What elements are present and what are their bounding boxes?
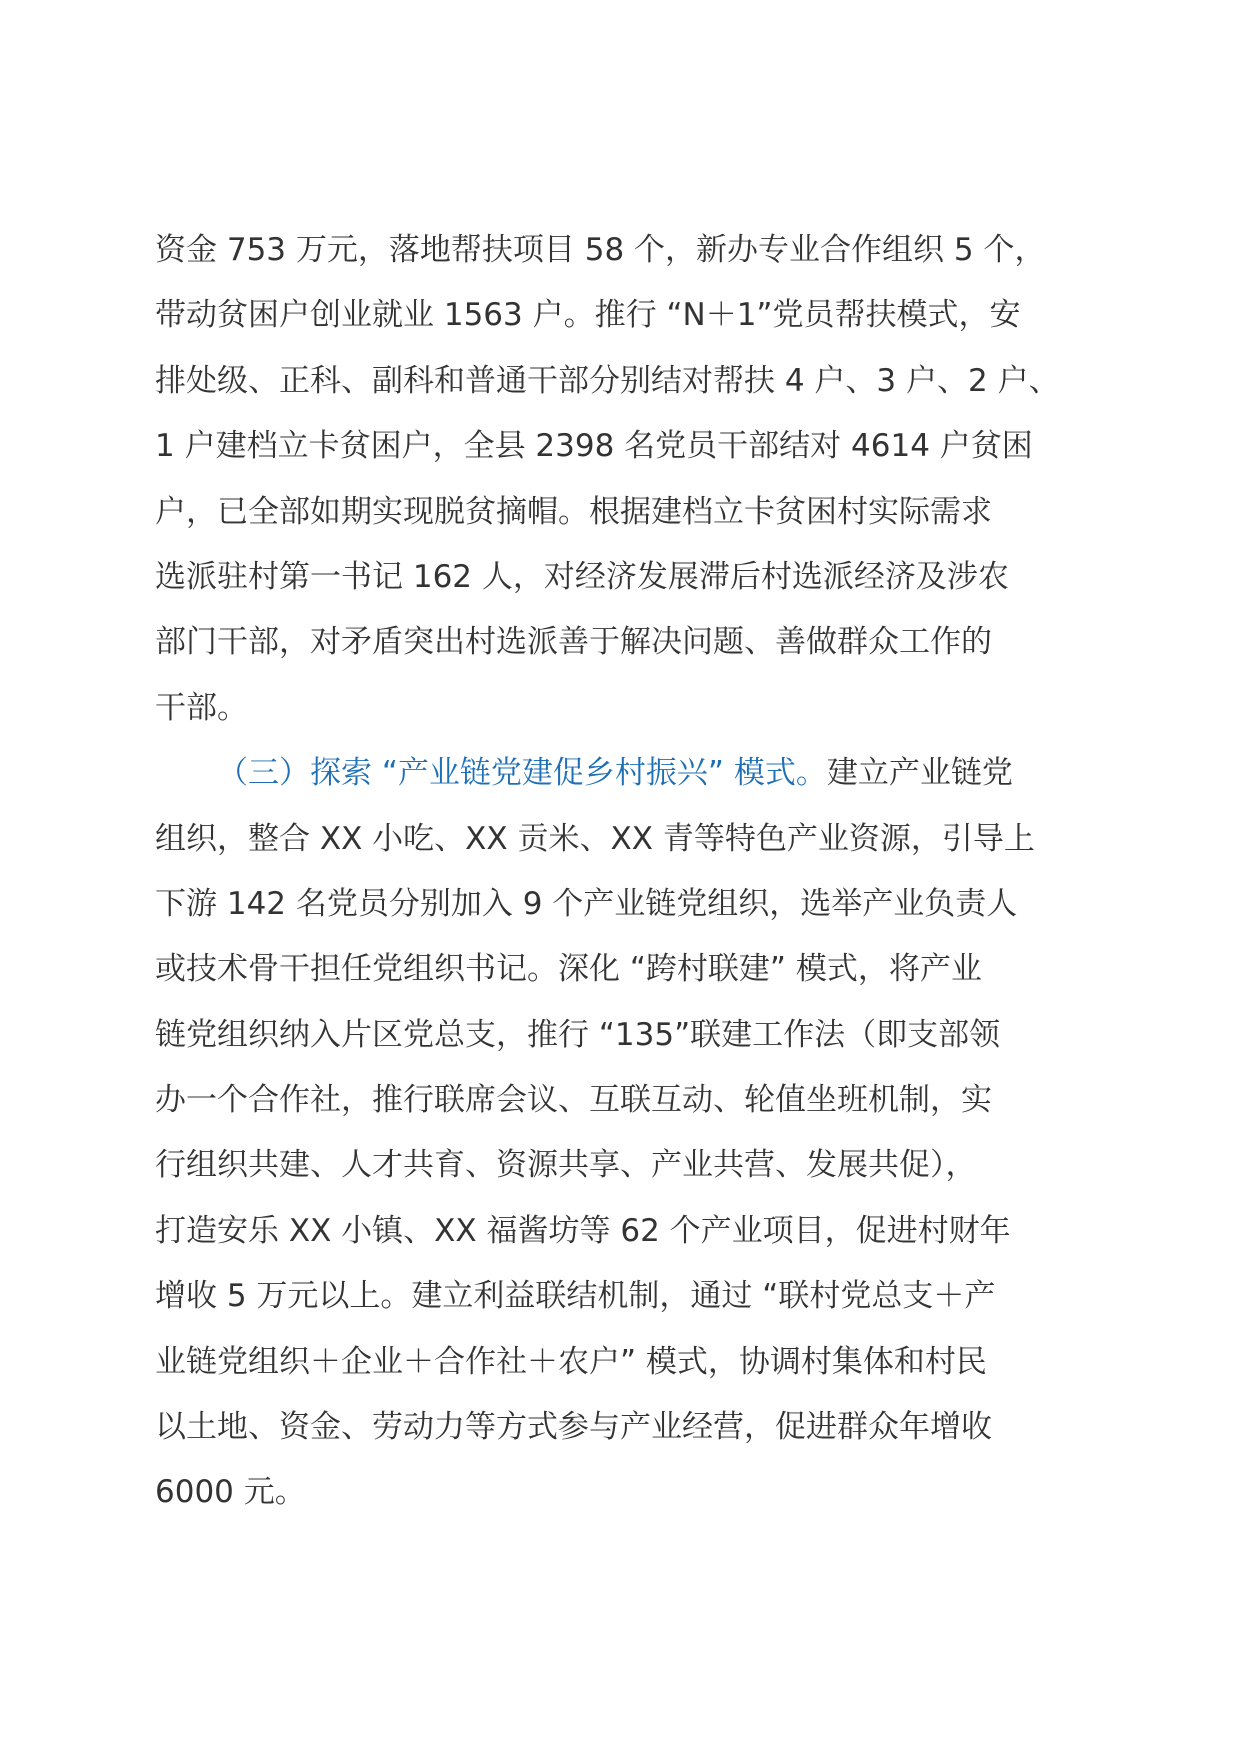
text-line: 6000 元。 <box>155 1474 306 1511</box>
text-line-rest: 建立产业链党 <box>826 755 1013 792</box>
text-line: 排处级、正科、副科和普通干部分别结对帮扶 4 户、3 户、2 户、 <box>155 362 1060 399</box>
text-line: 干部。 <box>155 689 248 726</box>
text-line: 以土地、资金、劳动力等方式参与产业经营，促进群众年增收 <box>155 1409 992 1446</box>
text-line: 1 户建档立卡贫困户，全县 2398 名党员干部结对 4614 户贫困 <box>155 428 1033 465</box>
paragraph-funding-and-assistance <box>155 218 1095 741</box>
text-line: 或技术骨干担任党组织书记。深化 “跨村联建” 模式，将产业 <box>155 951 982 988</box>
text-line: 带动贫困户创业就业 1563 户。推行 “N＋1”党员帮扶模式，安 <box>155 297 1021 334</box>
text-line: 打造安乐 XX 小镇、XX 福酱坊等 62 个产业项目，促进村财年 <box>155 1212 1011 1249</box>
text-line: 组织，整合 XX 小吃、XX 贡米、XX 青等特色产业资源，引导上 <box>155 820 1035 857</box>
text-line: 办一个合作社，推行联席会议、互联互动、轮值坐班机制，实 <box>155 1082 992 1119</box>
text-line: 部门干部，对矛盾突出村选派善于解决问题、善做群众工作的 <box>155 624 992 661</box>
section-heading: （三）探索 “产业链党建促乡村振兴” 模式。 <box>217 755 827 792</box>
text-line: 行组织共建、人才共育、资源共享、产业共营、发展共促）， <box>155 1147 977 1184</box>
text-line: 链党组织纳入片区党总支，推行 “135”联建工作法（即支部领 <box>155 1016 1001 1053</box>
text-line: 户，已全部如期实现脱贫摘帽。根据建档立卡贫困村实际需求 <box>155 493 992 530</box>
text-line: 选派驻村第一书记 162 人，对经济发展滞后村选派经济及涉农 <box>155 558 1009 595</box>
text-line-first <box>155 741 1095 806</box>
text-line: 资金 753 万元，落地帮扶项目 58 个，新办专业合作组织 5 个， <box>155 232 1046 268</box>
text-line: 业链党组织＋企业＋合作社＋农户” 模式，协调村集体和村民 <box>155 1343 987 1380</box>
text-line: 下游 142 名党员分别加入 9 个产业链党组织，选举产业负责人 <box>155 885 1018 922</box>
document-body <box>155 218 1095 1526</box>
text-line: 增收 5 万元以上。建立利益联结机制，通过 “联村党总支＋产 <box>155 1278 996 1315</box>
paragraph-industry-chain-party-building <box>155 741 1095 1526</box>
